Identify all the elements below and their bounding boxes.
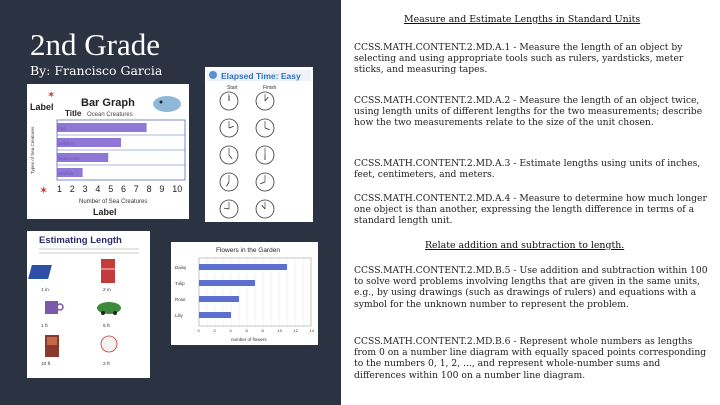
bar-graph-label-bottom: Label [93, 207, 117, 217]
standard-text: - Represent whole numbers as lengths from 0 on a number line diagram with equally spaced points corresponding to the numbers 0, 1, 2, ..., and represent whole-number sums and differences within 100 on a number line diagram. [354, 336, 707, 381]
bar-axis-tick: 5 [108, 184, 114, 194]
bar-axis-tick: 3 [82, 184, 88, 194]
standard-md-b5 [354, 265, 710, 310]
flowers-bar [199, 296, 239, 302]
estimating-length-worksheet-image [27, 231, 150, 378]
estimate-choice: 2 in [103, 288, 111, 293]
bar-graph-title: Bar Graph [81, 97, 135, 109]
heading-relate-addition: Relate addition and subtraction to length. [425, 240, 625, 251]
flowers-chart-title: Flowers in the Garden [216, 247, 280, 254]
bar-graph-sea-creatures: Ocean Creatures [87, 112, 133, 118]
flowers-bar-chart [175, 258, 315, 333]
bar-axis-tick: 8 [146, 184, 152, 194]
standard-text: - Measure the length of an object by selecting and using appropriate tools such as rulers, yardsticks, meter sticks, and measuring tapes. [354, 42, 684, 76]
elapsed-time-worksheet-image [205, 67, 313, 222]
starfish-icon: ✶ [47, 90, 56, 101]
estimating-length-title: Estimating Length [39, 235, 122, 246]
flowers-tick-label: 6 [245, 328, 248, 333]
finish-label: Finish [263, 85, 277, 91]
standard-code: CCSS.MATH.CONTENT.2.MD.A.4 [354, 193, 511, 204]
start-label: Start [227, 85, 238, 91]
flowers-tick-label: 10 [277, 328, 282, 333]
door-icon [45, 335, 59, 357]
estimate-choice: 10 ft [41, 362, 51, 367]
bar-axis-tick: 2 [69, 184, 75, 194]
standard-md-a4 [354, 193, 710, 227]
starfish-icon: ✶ [39, 185, 49, 197]
estimate-choice: 1 ft [41, 324, 48, 329]
bar-axis-tick: 6 [121, 184, 127, 194]
standard-text: - Use addition and subtraction within 100 to solve word problems involving lengths that are given in the same units, e.g., by using drawings (such as drawings of rulers) and equations with a symbol for the unknown number to represent the problem. [354, 265, 708, 310]
flowers-tick-label: 12 [293, 328, 298, 333]
flowers-bar [199, 264, 287, 270]
flowers-tick-label: 0 [197, 328, 200, 333]
clock-icon [209, 71, 217, 79]
bar-graph-bar [57, 153, 108, 162]
bar-graph-x-label: Number of Sea Creatures [79, 199, 148, 205]
ball-icon [101, 336, 117, 352]
bar-graph-axis [57, 184, 182, 194]
standard-text: - Measure to determine how much longer one object is than another, expressing the length difference in terms of a standard length unit. [354, 193, 707, 227]
left-panel [0, 0, 341, 405]
standard-md-b6 [354, 336, 710, 381]
flowers-tick-label: 14 [309, 328, 314, 333]
heading-measure-estimate: Measure and Estimate Lengths in Standard Units [404, 14, 641, 25]
slide-title: 2nd Grade [30, 27, 160, 62]
estimate-choice: 5 ft [103, 324, 110, 329]
bar-axis-tick: 7 [133, 184, 139, 194]
mug-icon [45, 301, 63, 314]
standard-text: - Estimate lengths using units of inches, feet, centimeters, and meters. [354, 158, 701, 181]
bar-graph-worksheet-image [27, 84, 189, 219]
bar-axis-tick: 10 [172, 184, 183, 194]
flowers-category-label: Rose [175, 297, 186, 302]
flowers-category-label: Lilly [175, 313, 183, 318]
standard-code: CCSS.MATH.CONTENT.2.MD.B.6 [354, 336, 511, 347]
standard-code: CCSS.MATH.CONTENT.2.MD.A.2 [354, 95, 511, 106]
bar-graph-title-sub: Title [65, 109, 82, 118]
flowers-category-label: Tulip [175, 281, 185, 286]
estimate-choice: 1 in [41, 288, 49, 293]
standard-code: CCSS.MATH.CONTENT.2.MD.B.5 [354, 265, 511, 276]
flowers-bar [199, 280, 255, 286]
clock-faces [220, 92, 274, 218]
book-icon [28, 265, 52, 279]
standard-code: CCSS.MATH.CONTENT.2.MD.A.1 [354, 42, 511, 53]
right-panel [341, 0, 720, 405]
bar-graph-bar [57, 168, 83, 177]
flowers-chart-image [171, 242, 318, 345]
flowers-tick-label: 8 [261, 328, 264, 333]
flowers-tick-label: 4 [229, 328, 232, 333]
bar-graph-y-label: Types of Sea Creatures [30, 126, 35, 174]
bar-graph-bar [57, 123, 147, 132]
flowers-bar [199, 312, 231, 318]
standard-md-a3 [354, 158, 710, 180]
slide-author: By: Francisco Garcia [30, 63, 163, 78]
dolphin-icon [153, 96, 181, 112]
standard-md-a2 [354, 95, 710, 129]
bar-graph-bar [57, 138, 121, 147]
refrigerator-icon [101, 259, 115, 283]
standard-text: - Measure the length of an object twice, using length units of different lengths for the two measurements; describe how the two measurements relate to the size of the unit chosen. [354, 95, 703, 129]
bar-axis-tick: 9 [159, 184, 165, 194]
car-icon [97, 302, 121, 315]
standard-md-a1 [354, 42, 710, 76]
bar-axis-tick: 1 [57, 184, 63, 194]
flowers-chart-xlabel: number of flowers [231, 337, 267, 342]
bar-graph-label-top: Label [30, 102, 54, 112]
estimate-choice: 2 ft [103, 362, 110, 367]
elapsed-time-title: Elapsed Time: Easy [221, 71, 301, 81]
bar-axis-tick: 4 [95, 184, 101, 194]
flowers-category-label: Daisy [175, 265, 187, 270]
standard-code: CCSS.MATH.CONTENT.2.MD.A.3 [354, 158, 511, 169]
flowers-tick-label: 2 [213, 328, 216, 333]
